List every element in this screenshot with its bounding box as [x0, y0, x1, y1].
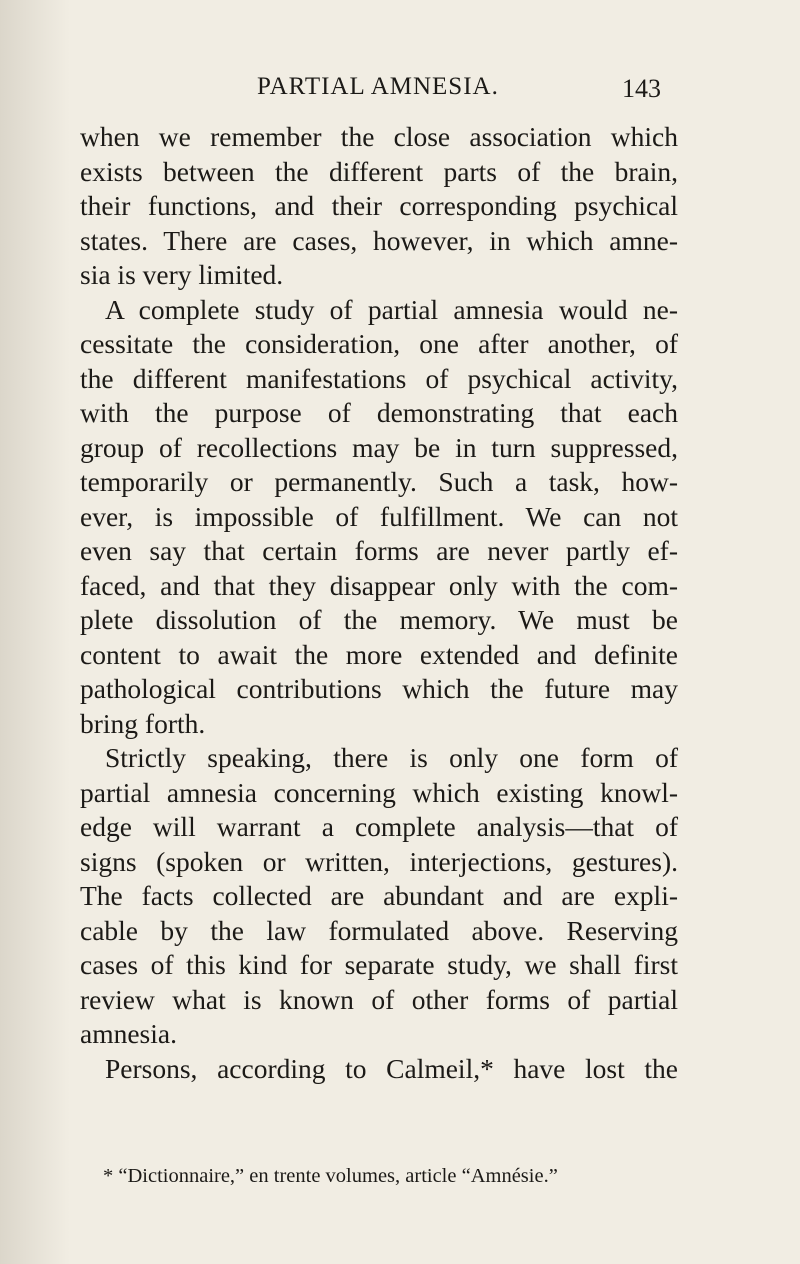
page-number: 143: [622, 74, 661, 103]
text-line: A complete study of partial amnesia would ne-: [105, 293, 678, 325]
text-line: The facts collected are abundant and are expli-: [80, 880, 678, 911]
text-line: with the purpose of demonstrating that each: [80, 397, 678, 428]
text-line: amnesia.: [80, 1018, 177, 1049]
text-line: their functions, and their corresponding psychical: [80, 190, 678, 221]
text-line: signs (spoken or written, interjections, gestures).: [80, 845, 678, 877]
text-line: temporarily or permanently. Such a task, how-: [80, 466, 678, 497]
text-line: review what is known of other forms of partial: [80, 983, 678, 1015]
text-line: cessitate the consideration, one after another, of: [80, 328, 678, 359]
text-line: cases of this kind for separate study, we shall first: [80, 949, 678, 980]
text-line: exists between the different parts of the brain,: [80, 155, 678, 187]
text-line: Strictly speaking, there is only one form of: [105, 742, 678, 773]
text-line: content to await the more extended and definite: [80, 638, 678, 670]
text-line: ever, is impossible of fulfillment. We can not: [80, 500, 678, 532]
text-line: sia is very limited.: [80, 259, 284, 290]
running-title: PARTIAL AMNESIA.: [257, 73, 499, 100]
text-line: pathological contributions which the future may: [80, 673, 678, 704]
body-text: [80, 120, 678, 1086]
text-line: states. There are cases, however, in which amne-: [80, 224, 678, 256]
text-line: plete dissolution of the memory. We must be: [80, 604, 678, 635]
page-edge-shadow: [0, 0, 70, 1264]
text-line: group of recollections may be in turn suppressed,: [80, 431, 678, 463]
text-line: faced, and that they disappear only with the com-: [80, 569, 678, 601]
text-line: edge will warrant a complete analysis—that of: [80, 811, 678, 842]
text-line: bring forth.: [80, 707, 206, 739]
text-line: partial amnesia concerning which existing knowl-: [80, 776, 678, 808]
text-line: even say that certain forms are never partly ef-: [80, 535, 678, 566]
text-line: the different manifestations of psychical activity,: [80, 362, 678, 394]
text-line: cable by the law formulated above. Reserving: [80, 914, 678, 946]
footnote: * “Dictionnaire,” en trente volumes, article “Amnésie.”: [103, 1165, 558, 1187]
text-line: when we remember the close association which: [80, 121, 678, 152]
text-line: Persons, according to Calmeil,* have lost the: [105, 1052, 678, 1084]
running-header: [0, 73, 800, 107]
